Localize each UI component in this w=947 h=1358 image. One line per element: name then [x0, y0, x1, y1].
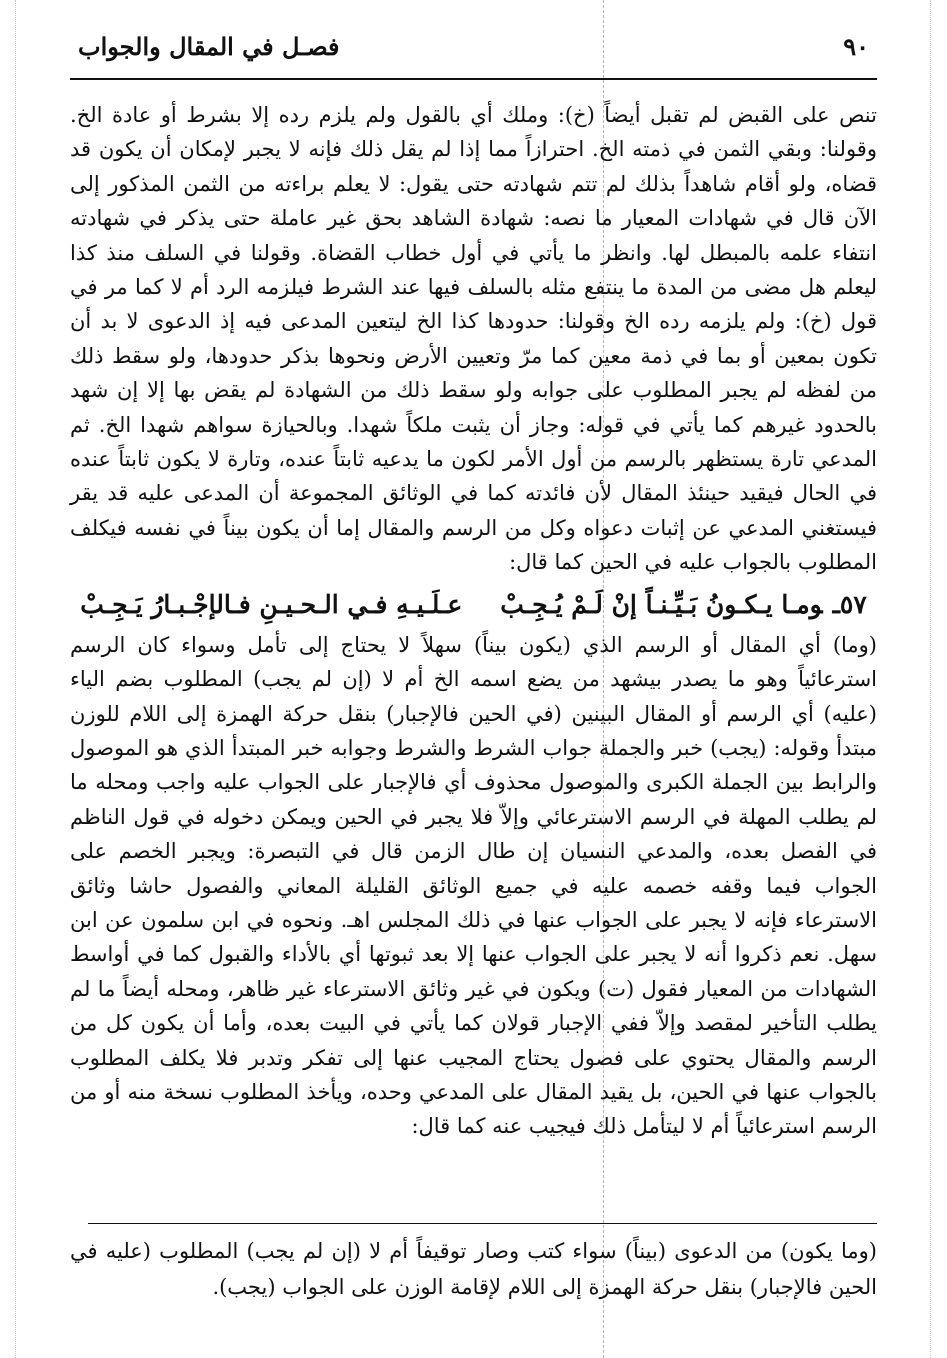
commentary-paragraph-1: تنص على القبض لم تقبل أيضاً (خ): وملك أي بالقول ولم يلزم رده إلا بشرط أو عادة الخ. وقولنا: وبقي الثمن في ذمته الخ. احترازاً مما إذا لم يقل ذلك فإنه لا يجبر لإمكان أن يكون قد قضاه، ولو أقام شاهداً بذلك لم تتم شهادته حتى يقول: لا يعلم براءته من الثمن المذكور إلى الآن قال في شهادات المعيار ما نصه: شهادة الشاهد بحق غير عاملة حتى يذكر في شهادته انتفاء علمه بالمبطل لها. وانظر ما يأتي في أول خطاب القضاة. وقولنا في السلف منذ كذا ليعلم هل مضى من المدة ما ينتفع مثله بالسلف فيها عند الشرط فيلزمه الرد أم لا كما مر في قول (خ): ولم يلزمه رده الخ وقولنا: حدودها كذا الخ ليتعين المدعى فيه إذ الدعوى لا بد أن تكون بمعين أو بما في ذمة معين كما مرّ وتعيين الأرض ونحوها بذكر حدودها، ولو سقط ذلك من لفظه لم يجبر المطلوب على جوابه ولو سقط ذلك من الشهادة لم يقض بها إلا إن شهد بالحدود غيرهم كما يأتي في قوله: وجاز أن يثبت ملكاً شهدا. وبالحيازة سواهم شهدا الخ. ثم المدعي تارة يستظهر بالرسم من أول الأمر لكون ما يدعيه ثابتاً عنده، وتارة لا يكون ثابتاً عنده في الحال فيقيد حينئذ المقال لأن فائدته كما في الوثائق المجموعة أن المدعى عليه قد يقر فيستغني المدعي عن إثبات دعواه وكل من الرسم والمقال إما أن يكون بيناً في نفسه فيكلف المطلوب بالجواب عليه في الحين كما قال: — [70, 103, 877, 575]
footnote-paragraph: (وما يكون) من الدعوى (بيناً) سواء كتب وصار توقيفاً أم لا (إن لم يجب) المطلوب (عليه في الحين فالإجبار) بنقل حركة الهمزة إلى اللام لإقامة الوزن على الجواب (يجب). — [70, 1239, 877, 1299]
main-text — [70, 98, 877, 1144]
page-number: ٩٠ — [843, 32, 869, 61]
verse-number: ٥٧ـ — [832, 589, 867, 619]
footnote-separator — [88, 1223, 877, 1224]
verse-line — [70, 588, 877, 622]
page-header — [70, 20, 877, 80]
verse-second-hemistich: عـلَـيـهِ فـي الـحـيـنِ فـالإجْـبـارُ يَـجِـبْ — [80, 589, 463, 619]
page-edge-left — [15, 0, 16, 1358]
commentary-paragraph-2: (وما) أي المقال أو الرسم الذي (يكون بيناً) سهلاً لا يحتاج إلى تأمل وسواء كان الرسم استرعائياً وهو ما يصدر بيشهد من يضع اسمه الخ أم لا (إن لم يجب) المطلوب بضم الياء (عليه) أي الرسم أو المقال البينين (في الحين فالإجبار) بنقل حركة الهمزة إلى اللام للوزن مبتدأ وقوله: (يجب) خبر والجملة جواب الشرط والشرط وجوابه خبر المبتدأ الذي هو الموصول والرابط بين الجملة الكبرى والموصول محذوف أي فالإجبار على الجواب عليه واجب ومحله ما لم يطلب المهلة في الرسم الاسترعائي وإلاّ فلا يجبر في الحين ويمكن دخوله في قول الناظم في الفصل بعده، والمدعي النسيان إن طال الزمن قال في التبصرة: ويجبر الخصم على الجواب فيما وقفه خصمه عليه في جميع الوثائق القليلة المعاني والفصول حاشا وثائق الاسترعاء فإنه لا يجبر على الجواب عنها في ذلك المجلس اهـ. ونحوه في ابن سلمون عن ابن سهل. نعم ذكروا أنه لا يجبر على الجواب عنها إلا بعد ثبوتها أي بالأداء والقبول كما في أواسط الشهادات من المعيار فقول (ت) ويكون في غير وثائق الاسترعاء غير ظاهر، ومحله أيضاً ما لم يطلب التأخير لمقصد وإلاّ ففي الإجبار قولان كما يأتي في البيت بعده، وأما أن يكون كل من الرسم والمقال يحتوي على فصول يحتاج المجيب عنها إلى تفكر وتدبر فلا يكلف المطلوب بالجواب عنها في الحين، بل يقيد المقال على المدعي وحده، ويأخذ المطلوب نسخة منه أو من الرسم استرعائياً أم لا ليتأمل ذلك فيجيب عنه كما قال: — [70, 632, 877, 1139]
page-edge-right — [930, 0, 931, 1358]
verse-first-hemistich: ومـا يـكـونُ بَـيِّـنـاً إنْ لَـمْ يُـجِـبْ — [500, 589, 823, 619]
running-title: فصـل في المقال والجواب — [78, 32, 340, 61]
footnote — [70, 1233, 877, 1305]
